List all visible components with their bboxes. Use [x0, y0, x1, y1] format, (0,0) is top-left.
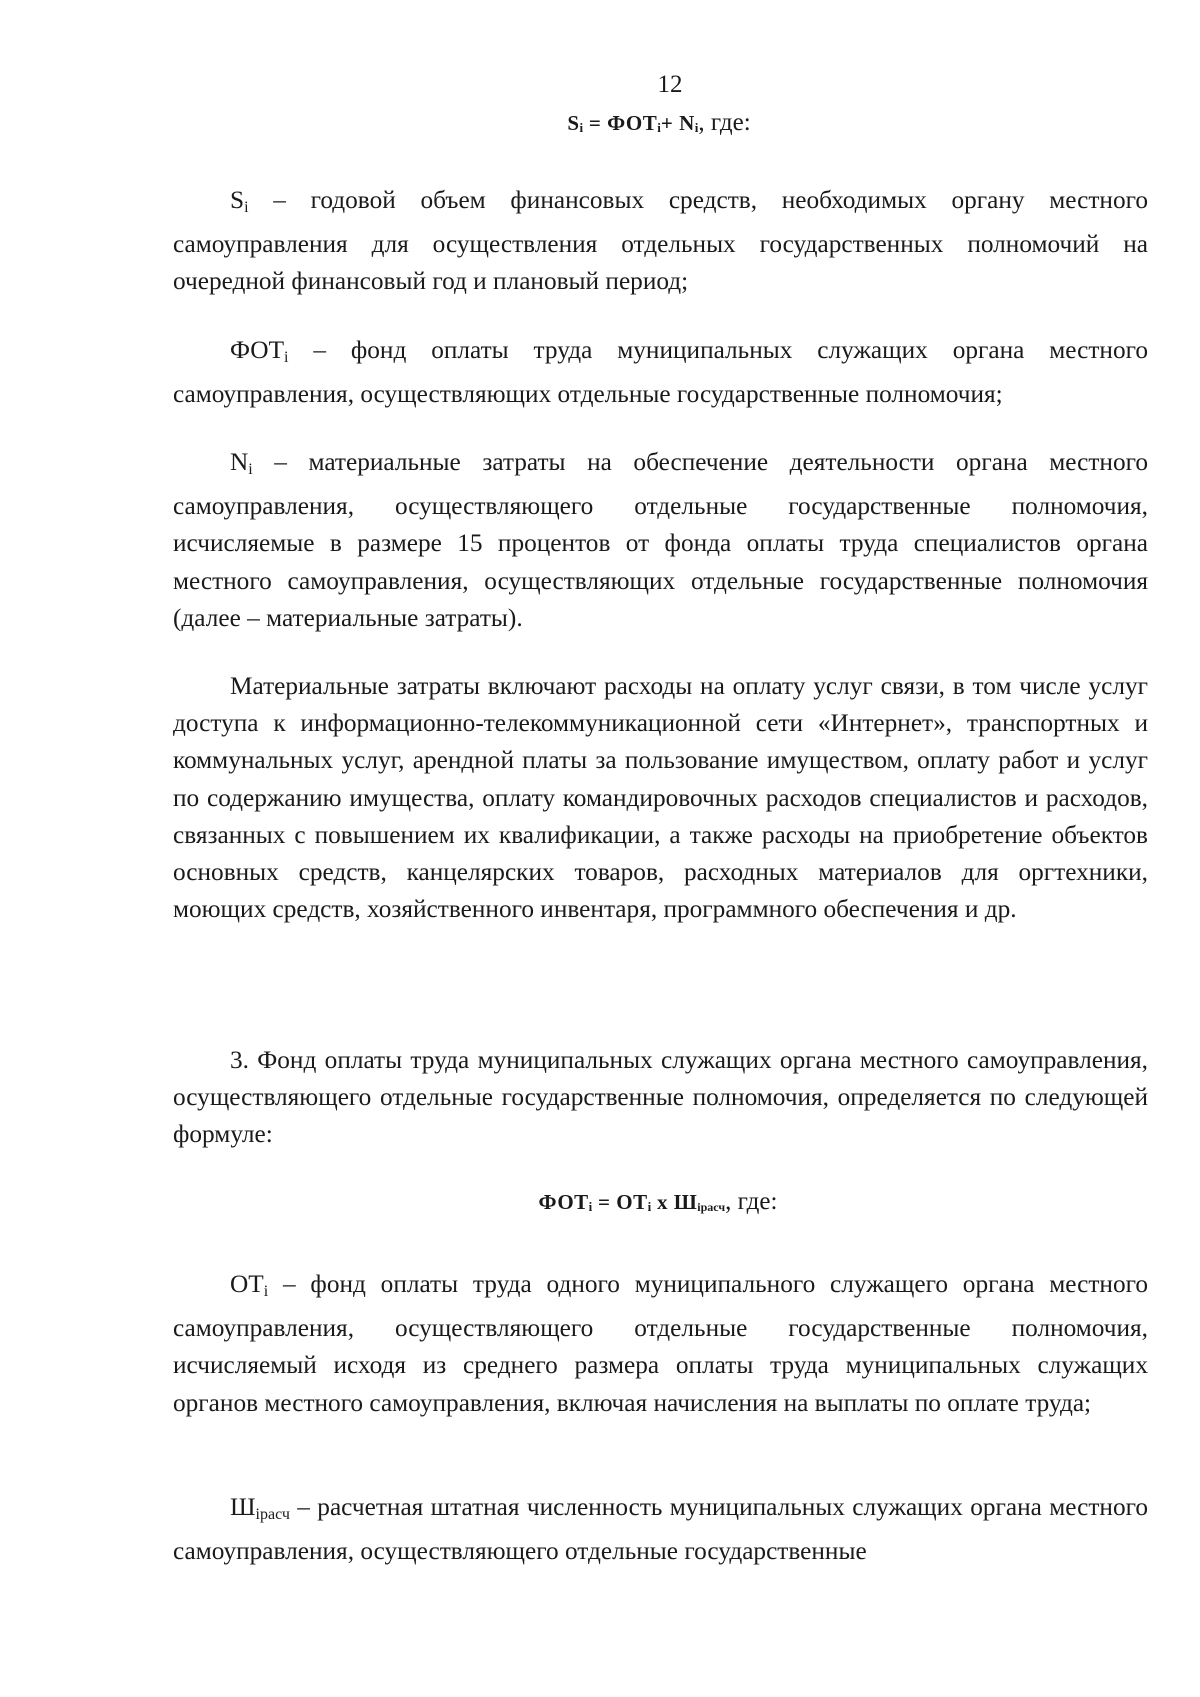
definition-n: [173, 444, 1148, 637]
definition-ot-text: – фонд оплаты труда одного муниципального служащего органа местного самоуправления, осуществляющего отдельные государственные полномочия, исчисляемый исходя из среднего размера оплаты труда муниципальных служащих органов местного самоуправления, включая начисления на выплаты по оплате труда;: [173, 1270, 1148, 1417]
definition-sh-sub: iрасч: [255, 1506, 290, 1523]
paragraph-section-3: 3. Фонд оплаты труда муниципальных служащих органа местного самоуправления, осуществляющего отдельные государственные полномочия, определяется по следующей формуле:: [173, 1046, 1148, 1149]
definition-fot: [173, 332, 1148, 413]
definition-ot: [173, 1266, 1148, 1422]
definition-n-symbol: N: [230, 448, 249, 476]
formula-1-sub-fot: i: [657, 120, 661, 135]
definition-s-text: – годовой объем финансовых средств, необходимых органу местного самоуправления для осуществления отдельных государственных полномочий на очередной финансовый год и плановый период;: [173, 186, 1148, 296]
definition-s: [173, 182, 1148, 301]
definition-n-sub: i: [248, 461, 253, 478]
definition-fot-sub: i: [284, 349, 289, 366]
formula-2-fot: ФОТ: [538, 1190, 589, 1214]
formula-2-ot: = ОТ: [592, 1190, 648, 1214]
formula-payroll-fund: [0, 1185, 1200, 1224]
definition-sh-text: – расчетная штатная численность муниципальных служащих органа местного самоуправления, осуществляющего отдельные государственные: [173, 1493, 1148, 1566]
formula-annual-volume: [0, 106, 1200, 145]
formula-2-sh: х Ш: [651, 1190, 698, 1214]
definition-n-text: – материальные затраты на обеспечение деятельности органа местного самоуправления, осуществляющего отдельные государственные полномочия, исчисляемые в размере 15 процентов от фонда оплаты труда специалистов органа местного самоуправления, осуществляющих отдельные государственные полномочия (далее – материальные затраты).: [173, 448, 1148, 632]
definition-fot-text: – фонд оплаты труда муниципальных служащих органа местного самоуправления, осуществляющих отдельные государственные полномочия;: [173, 336, 1148, 409]
formula-1-n: + N: [660, 111, 695, 135]
formula-2-sub-fot: i: [588, 1199, 593, 1214]
definition-ot-sub: i: [263, 1283, 269, 1300]
definition-ot-symbol: ОТ: [230, 1270, 264, 1298]
formula-1-where: , где:: [698, 109, 751, 136]
definition-s-sub: i: [244, 199, 249, 216]
definition-fot-symbol: ФОТ: [230, 336, 285, 364]
paragraph-material-costs: Материальные затраты включают расходы на оплату услуг связи, в том числе услуг доступа к информационно-телекоммуникационной сети «Интернет», транспортных и коммунальных услуг, арендной платы за пользование имуществом, оплату работ и услуг по содержанию имущества, оплату командировочных расходов специалистов и расходов, связанных с повышением их квалификации, а также расходы на приобретение объектов основных средств, канцелярских товаров, расходных материалов для оргтехники, моющих средств, хозяйственного инвентаря, программного обеспечения и др.: [173, 672, 1148, 924]
definition-sh-symbol: Ш: [230, 1493, 256, 1521]
formula-1-symbol-s: S: [567, 111, 580, 135]
formula-2-where: , где:: [725, 1188, 778, 1215]
formula-1-sub-n: i: [694, 120, 699, 135]
formula-2-sub-ot: i: [647, 1199, 652, 1214]
definition-s-symbol: S: [230, 186, 245, 214]
page-number: 12: [657, 71, 683, 98]
definition-sh: [173, 1489, 1148, 1570]
formula-2-sub-sh: iрасч: [697, 1200, 726, 1214]
formula-1-fot: = ФОТ: [583, 111, 658, 135]
formula-1-sub-s: i: [579, 120, 584, 135]
